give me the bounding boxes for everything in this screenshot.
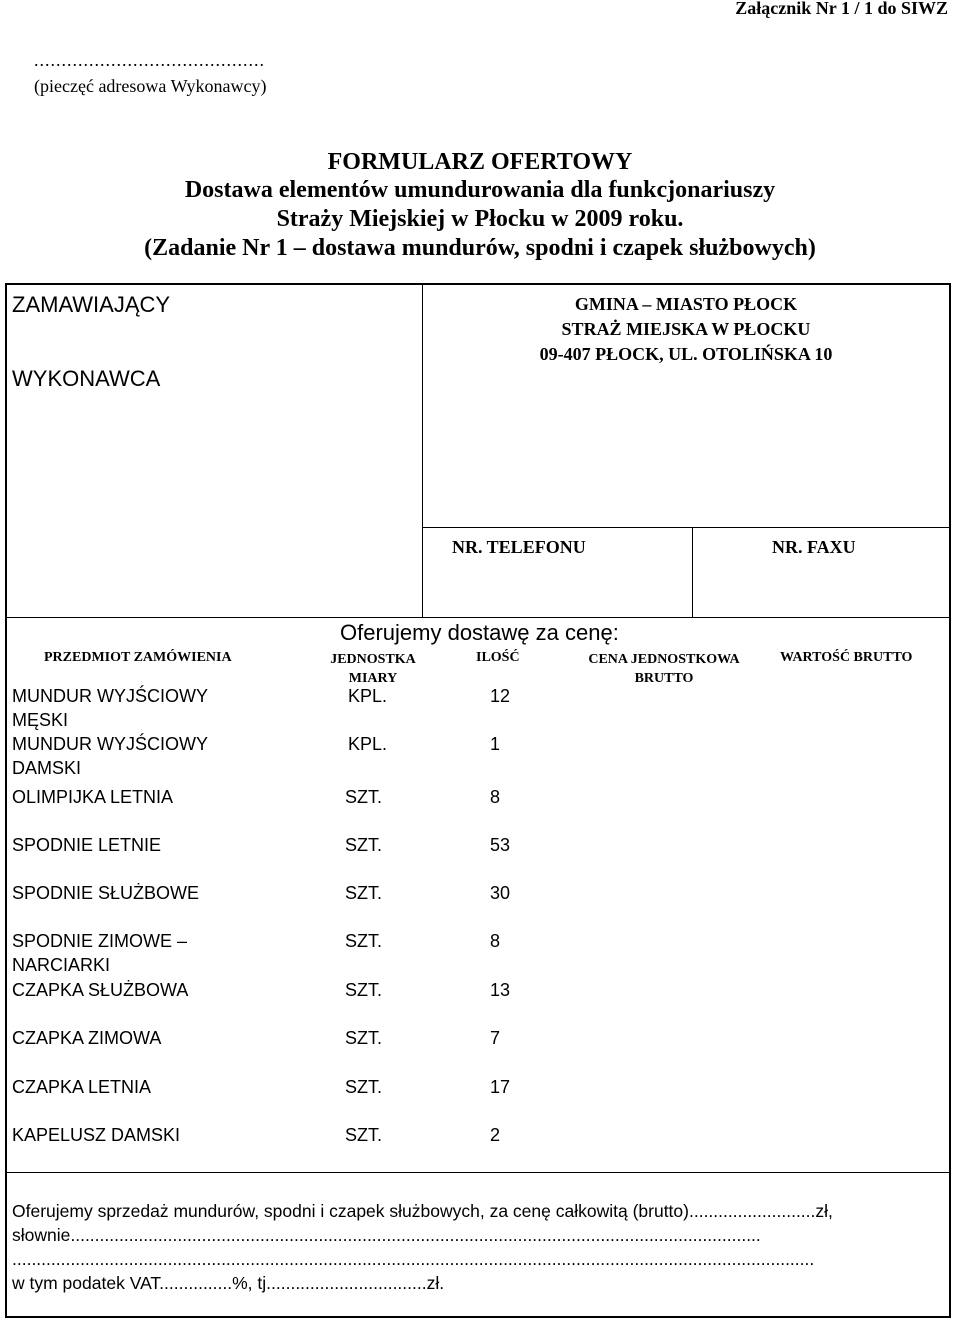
footer-line-1: Oferujemy sprzedaż mundurów, spodni i czapek służbowych, za cenę całkowitą (brutto)..........................zł, (12, 1201, 833, 1221)
item-unit: SZT. (345, 883, 383, 903)
item-name: OLIMPIJKA LETNIA (12, 787, 174, 807)
item-qty: 30 (490, 883, 511, 903)
item-qty: 12 (490, 686, 511, 706)
item-unit: KPL. (348, 686, 388, 706)
col-price-header (566, 650, 762, 688)
item-unit: SZT. (345, 1028, 383, 1048)
item-qty: 8 (490, 787, 501, 807)
item-name: MUNDUR WYJŚCIOWY (12, 686, 208, 706)
col-qty-header: ILOŚĆ (476, 650, 520, 665)
item-unit: SZT. (345, 931, 383, 951)
fax-label: NR. FAXU (772, 537, 856, 557)
item-qty: 2 (490, 1125, 501, 1145)
item-unit: SZT. (345, 787, 383, 807)
item-qty: 7 (490, 1028, 501, 1048)
col-unit-header (310, 650, 436, 688)
offer-heading: Oferujemy dostawę za cenę: (340, 620, 619, 645)
title-line-1: FORMULARZ OFERTOWY (327, 149, 633, 175)
item-name: SPODNIE SŁUŻBOWE (12, 883, 200, 903)
item-name: MUNDUR WYJŚCIOWY (12, 734, 208, 754)
item-qty: 1 (490, 734, 501, 754)
item-name: CZAPKA ZIMOWA (12, 1028, 162, 1048)
item-name-cont: NARCIARKI (12, 955, 111, 975)
item-unit: KPL. (348, 734, 388, 754)
footer-line-2: słownie.............................................................................................................................................. (12, 1225, 761, 1245)
item-qty: 53 (490, 835, 511, 855)
item-name: CZAPKA LETNIA (12, 1077, 152, 1097)
item-name: KAPELUSZ DAMSKI (12, 1125, 181, 1145)
col-price-line-1: CENA JEDNOSTKOWA (588, 652, 740, 667)
col-item-header: PRZEDMIOT ZAMÓWIENIA (44, 650, 232, 665)
zamawiajacy-label: ZAMAWIAJĄCY (12, 292, 171, 317)
address-line-2: STRAŻ MIEJSKA W PŁOCKU (561, 319, 811, 339)
title-line-3: Straży Miejskiej w Płocku w 2009 roku. (276, 206, 684, 232)
title-line-2: Dostawa elementów umundurowania dla funkcjonariuszy (184, 177, 776, 203)
wykonawca-label: WYKONAWCA (12, 366, 161, 391)
item-qty: 17 (490, 1077, 511, 1097)
col-price-line-2: BRUTTO (634, 671, 694, 686)
col-unit-line-2: MIARY (348, 671, 398, 686)
footer-block (12, 1199, 948, 1295)
item-unit: SZT. (345, 1077, 383, 1097)
item-unit: SZT. (345, 980, 383, 1000)
item-qty: 8 (490, 931, 501, 951)
item-unit: SZT. (345, 835, 383, 855)
col-value-header: WARTOŚĆ BRUTTO (780, 650, 913, 665)
stamp-dots: .......................................... (34, 50, 265, 70)
item-name-cont: MĘSKI (12, 710, 69, 730)
address-line-3: 09-407 PŁOCK, UL. OTOLIŃSKA 10 (539, 344, 833, 364)
zamawiajacy-address (425, 292, 947, 367)
address-line-1: GMINA – MIASTO PŁOCK (574, 294, 798, 314)
item-name: CZAPKA SŁUŻBOWA (12, 980, 189, 1000)
item-unit: SZT. (345, 1125, 383, 1145)
item-name: SPODNIE LETNIE (12, 835, 162, 855)
col-unit-line-1: JEDNOSTKA (330, 652, 416, 667)
footer-line-3: ..................................................................................................................................................................... (12, 1249, 815, 1269)
item-name: SPODNIE ZIMOWE – (12, 931, 188, 951)
phone-label: NR. TELEFONU (452, 537, 586, 557)
stamp-label: (pieczęć adresowa Wykonawcy) (34, 76, 267, 96)
annex-label: Załącznik Nr 1 / 1 do SIWZ (735, 0, 948, 18)
title-line-4: (Zadanie Nr 1 – dostawa mundurów, spodni i czapek służbowych) (144, 235, 816, 261)
footer-line-4: w tym podatek VAT...............%, tj.................................zł. (12, 1273, 445, 1293)
item-name-cont: DAMSKI (12, 758, 82, 778)
title-block (0, 148, 960, 263)
item-qty: 13 (490, 980, 511, 1000)
